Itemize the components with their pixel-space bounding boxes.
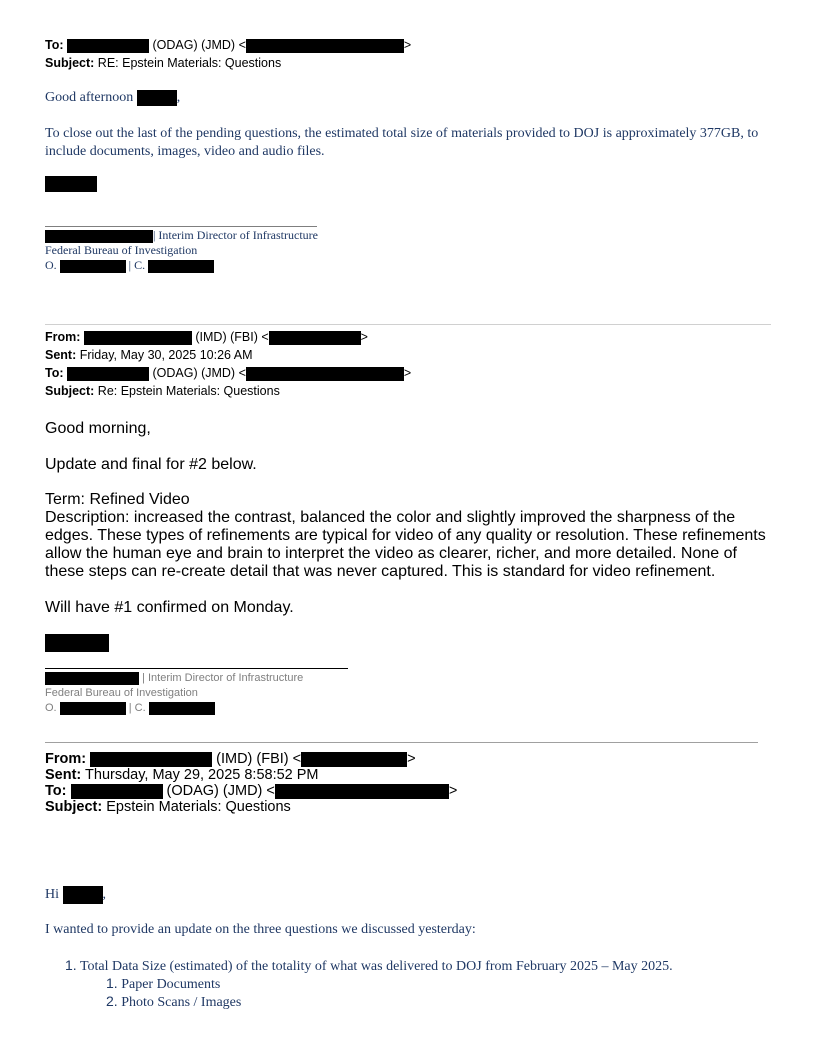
email1-greeting — [45, 90, 180, 106]
to-close: > — [403, 366, 412, 380]
from-org: (IMD) (FBI) < — [212, 751, 302, 767]
redaction-box — [45, 176, 97, 192]
email2-sig-org: Federal Bureau of Investigation — [45, 687, 198, 699]
email1-body: To close out the last of the pending questions, the estimated total size of materials provided to DOJ is approximately 377GB, to include documents, images, video and audio files. — [45, 126, 759, 159]
redaction-box — [71, 784, 163, 799]
list-text: Total Data Size (estimated) of the totality of what was delivered to DOJ from February 2025 – May 2025. — [79, 959, 673, 974]
subject-label: Subject: — [45, 799, 103, 815]
email2-term: Term: Refined Video — [45, 491, 190, 508]
list-item — [65, 957, 673, 975]
to-org: (ODAG) (JMD) < — [162, 783, 275, 799]
sent-text: Friday, May 30, 2025 10:26 AM — [79, 348, 253, 362]
email3-subject-line — [45, 799, 291, 815]
email1-to-line — [45, 36, 411, 54]
from-close: > — [407, 751, 416, 767]
sig-c: | C. — [128, 258, 146, 272]
redaction-box — [246, 367, 404, 381]
email2-sent-line — [45, 346, 253, 364]
to-close: > — [403, 38, 412, 52]
redaction-box — [301, 752, 407, 767]
email2-update: Update and final for #2 below. — [45, 456, 257, 473]
sig-o: O. — [45, 702, 57, 714]
sent-label: Sent: — [45, 767, 82, 783]
subject-label: Subject: — [45, 56, 95, 70]
greeting-end: , — [102, 887, 106, 903]
email3-to-line — [45, 783, 457, 799]
to-close: > — [448, 783, 458, 799]
email-divider — [45, 742, 758, 743]
to-org: (ODAG) (JMD) < — [149, 366, 246, 380]
email2-greeting: Good morning, — [45, 420, 151, 437]
email-divider — [45, 324, 771, 325]
redaction-box — [90, 752, 212, 767]
list-number: 1. — [106, 975, 118, 991]
email2-closing: Will have #1 confirmed on Monday. — [45, 599, 294, 616]
sent-label: Sent: — [45, 348, 77, 362]
redaction-box — [60, 702, 126, 715]
list-text: Photo Scans / Images — [121, 995, 242, 1010]
subject-text: Epstein Materials: Questions — [106, 799, 291, 815]
email1-sig-org: Federal Bureau of Investigation — [45, 243, 198, 257]
to-label: To: — [45, 38, 64, 52]
list-text: Paper Documents — [121, 977, 221, 992]
email3-sent-line — [45, 767, 319, 783]
redaction-box — [67, 367, 149, 381]
email3-from-line — [45, 751, 416, 767]
redaction-box — [60, 260, 126, 273]
email3-greeting — [45, 886, 106, 904]
from-label: From: — [45, 751, 87, 767]
from-org: (IMD) (FBI) < — [191, 330, 269, 344]
email2-from-line — [45, 328, 368, 346]
to-label: To: — [45, 783, 67, 799]
greeting-text: Good afternoon — [45, 90, 134, 106]
sig-c: | C. — [128, 702, 146, 714]
redaction-box — [275, 784, 449, 799]
to-label: To: — [45, 366, 64, 380]
from-label: From: — [45, 330, 81, 344]
email2-description: Description: increased the contrast, balanced the color and slightly improved the sharpness of the edges. These types of refinements are typical for video of any quality or resolution. These refinements allow the human eye and brain to interpret the video as clearer, richer, and more detailed. None of these steps can re-create detail that was never captured. This is standard for video refinement. — [45, 509, 766, 580]
signature-divider — [45, 668, 348, 669]
subject-label: Subject: — [45, 384, 95, 398]
email1-sig-title — [45, 228, 318, 243]
signature-divider — [45, 226, 317, 227]
email2-sig-phones — [45, 700, 215, 716]
sublist-item — [106, 993, 241, 1011]
email2-sig-title — [45, 670, 303, 686]
email2-subject-line — [45, 382, 280, 400]
redaction-box — [45, 230, 153, 243]
email1-sig-phones — [45, 258, 214, 273]
list-number: 2. — [106, 993, 118, 1009]
from-close: > — [360, 330, 368, 344]
redaction-box — [63, 886, 103, 904]
sent-text: Thursday, May 29, 2025 8:58:52 PM — [85, 767, 319, 783]
sig-title: | Interim Director of Infrastructure — [142, 672, 304, 684]
redaction-box — [149, 702, 215, 715]
redaction-box — [269, 331, 361, 345]
email2-to-line — [45, 364, 411, 382]
list-number: 1. — [65, 957, 77, 973]
email3-intro: I wanted to provide an update on the three questions we discussed yesterday: — [45, 922, 476, 937]
subject-text: RE: Epstein Materials: Questions — [97, 56, 282, 70]
subject-text: Re: Epstein Materials: Questions — [97, 384, 280, 398]
redaction-box — [137, 90, 177, 106]
redaction-box — [246, 39, 404, 53]
sig-title: | Interim Director of Infrastructure — [153, 228, 318, 242]
redaction-box — [84, 331, 192, 345]
redaction-box — [148, 260, 214, 273]
sig-o: O. — [45, 258, 57, 272]
redaction-box — [45, 672, 139, 685]
sublist-item — [106, 975, 220, 993]
redaction-box — [45, 634, 109, 652]
greeting-text: Hi — [45, 887, 59, 903]
to-org: (ODAG) (JMD) < — [149, 38, 246, 52]
greeting-end: , — [176, 90, 181, 106]
redaction-box — [67, 39, 149, 53]
email1-subject-line — [45, 54, 281, 72]
